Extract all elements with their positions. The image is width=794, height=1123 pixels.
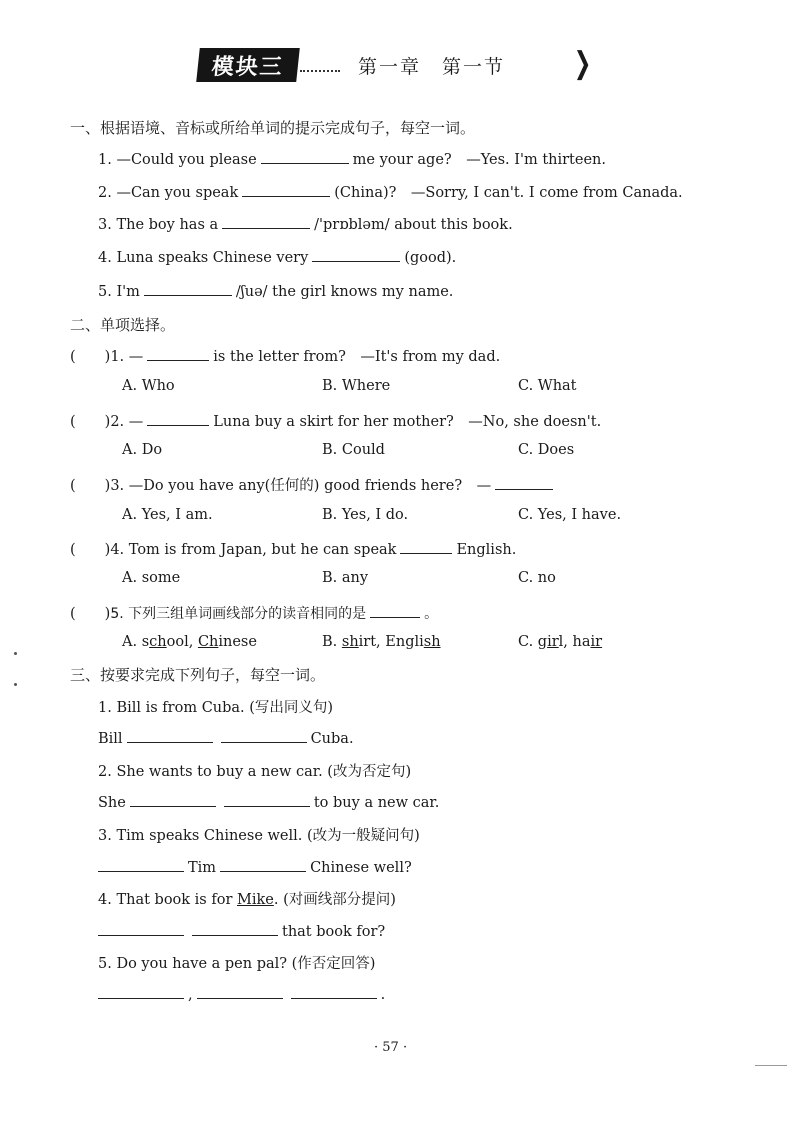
chevron-right-icon: ❯ [573,46,592,81]
answer-blank[interactable] [144,281,232,296]
answer-blank[interactable] [98,984,184,999]
s2-question-1: ( )1. — is the letter from? —It's from my dad. [70,345,500,366]
answer-blank[interactable] [147,411,209,426]
section-2-title: 二、单项选择。 [70,316,176,334]
s3-question-2: 2. She wants to buy a new car. (改为否定句) [98,764,412,780]
s2-q2-option-c: C. Does [518,442,575,458]
s2-q4-option-b: B. any [322,570,369,586]
s2-q5-option-b: B. shirt, English [322,634,441,650]
answer-blank[interactable] [98,921,184,936]
s2-question-4: ( )4. Tom is from Japan, but he can speak English. [70,538,516,559]
answer-blank[interactable] [224,792,310,807]
answer-blank[interactable] [127,728,213,743]
edge-line [755,1065,787,1066]
header-divider [300,70,340,72]
s2-question-5: ( )5. 下列三组单词画线部分的读音相同的是 。 [70,602,438,623]
answer-blank[interactable] [147,346,209,361]
s2-q5-option-a: A. school, Chinese [122,634,257,650]
s1-question-3: 3. The boy has a /'prɒbləm/ about this book. [98,214,513,233]
section-1-title: 一、根据语境、音标或所给单词的提示完成句子，每空一词。 [70,119,476,137]
s2-q5-option-c: C. girl, hair [518,634,603,650]
s2-q3-option-c: C. Yes, I have. [518,507,622,523]
margin-mark [14,652,17,655]
s3-answer-3: Tim Chinese well? [98,857,412,876]
s3-question-3: 3. Tim speaks Chinese well. (改为一般疑问句) [98,828,420,844]
s2-q1-option-c: C. What [518,378,577,394]
chapter-title: 第一章 第一节 [358,56,506,78]
s3-question-5: 5. Do you have a pen pal? (作否定回答) [98,956,376,972]
answer-paren[interactable]: ( ) [70,542,111,558]
s1-question-5: 5. I'm /ʃuə/ the girl knows my name. [98,281,453,300]
s2-question-2: ( )2. — Luna buy a skirt for her mother? —No, she doesn't. [70,410,601,431]
answer-blank[interactable] [495,475,553,490]
s2-q3-option-a: A. Yes, I am. [122,507,213,523]
answer-blank[interactable] [220,857,306,872]
answer-blank[interactable] [261,149,349,164]
s2-q4-option-a: A. some [122,570,181,586]
s3-answer-5: , . [98,984,385,1003]
answer-blank[interactable] [192,921,278,936]
margin-mark [14,683,17,686]
answer-blank[interactable] [222,214,310,229]
answer-blank[interactable] [312,247,400,262]
s1-question-4: 4. Luna speaks Chinese very (good). [98,247,456,266]
answer-paren[interactable]: ( ) [70,606,111,622]
s3-answer-1: Bill Cuba. [98,728,354,747]
s2-q4-option-c: C. no [518,570,556,586]
answer-blank[interactable] [130,792,216,807]
s2-q2-option-a: A. Do [122,442,163,458]
answer-blank[interactable] [221,728,307,743]
s1-question-2: 2. —Can you speak (China)? —Sorry, I can't. I come from Canada. [98,181,683,202]
s3-question-4: 4. That book is for Mike. (对画线部分提问) [98,892,396,908]
s1-question-1: 1. —Could you please me your age? —Yes. I'm thirteen. [98,148,606,169]
section-3-title: 三、按要求完成下列句子，每空一词。 [70,666,326,684]
answer-blank[interactable] [291,984,377,999]
s3-answer-4: that book for? [98,921,385,940]
answer-paren[interactable]: ( ) [70,478,111,494]
answer-blank[interactable] [98,857,184,872]
answer-blank[interactable] [370,603,420,618]
s3-answer-2: She to buy a new car. [98,792,439,811]
s3-question-1: 1. Bill is from Cuba. (写出同义句) [98,700,334,716]
s2-q2-option-b: B. Could [322,442,385,458]
s2-q1-option-b: B. Where [322,378,391,394]
s2-q3-option-b: B. Yes, I do. [322,507,409,523]
s2-q1-option-a: A. Who [122,378,175,394]
module-badge: 模块三 [196,48,300,82]
page-number: · 57 · [374,1040,408,1055]
answer-blank[interactable] [400,539,452,554]
answer-blank[interactable] [242,182,330,197]
answer-paren[interactable]: ( ) [70,349,111,365]
answer-blank[interactable] [197,984,283,999]
answer-paren[interactable]: ( ) [70,414,111,430]
s2-question-3: ( )3. —Do you have any(任何的) good friends here? — [70,474,557,495]
